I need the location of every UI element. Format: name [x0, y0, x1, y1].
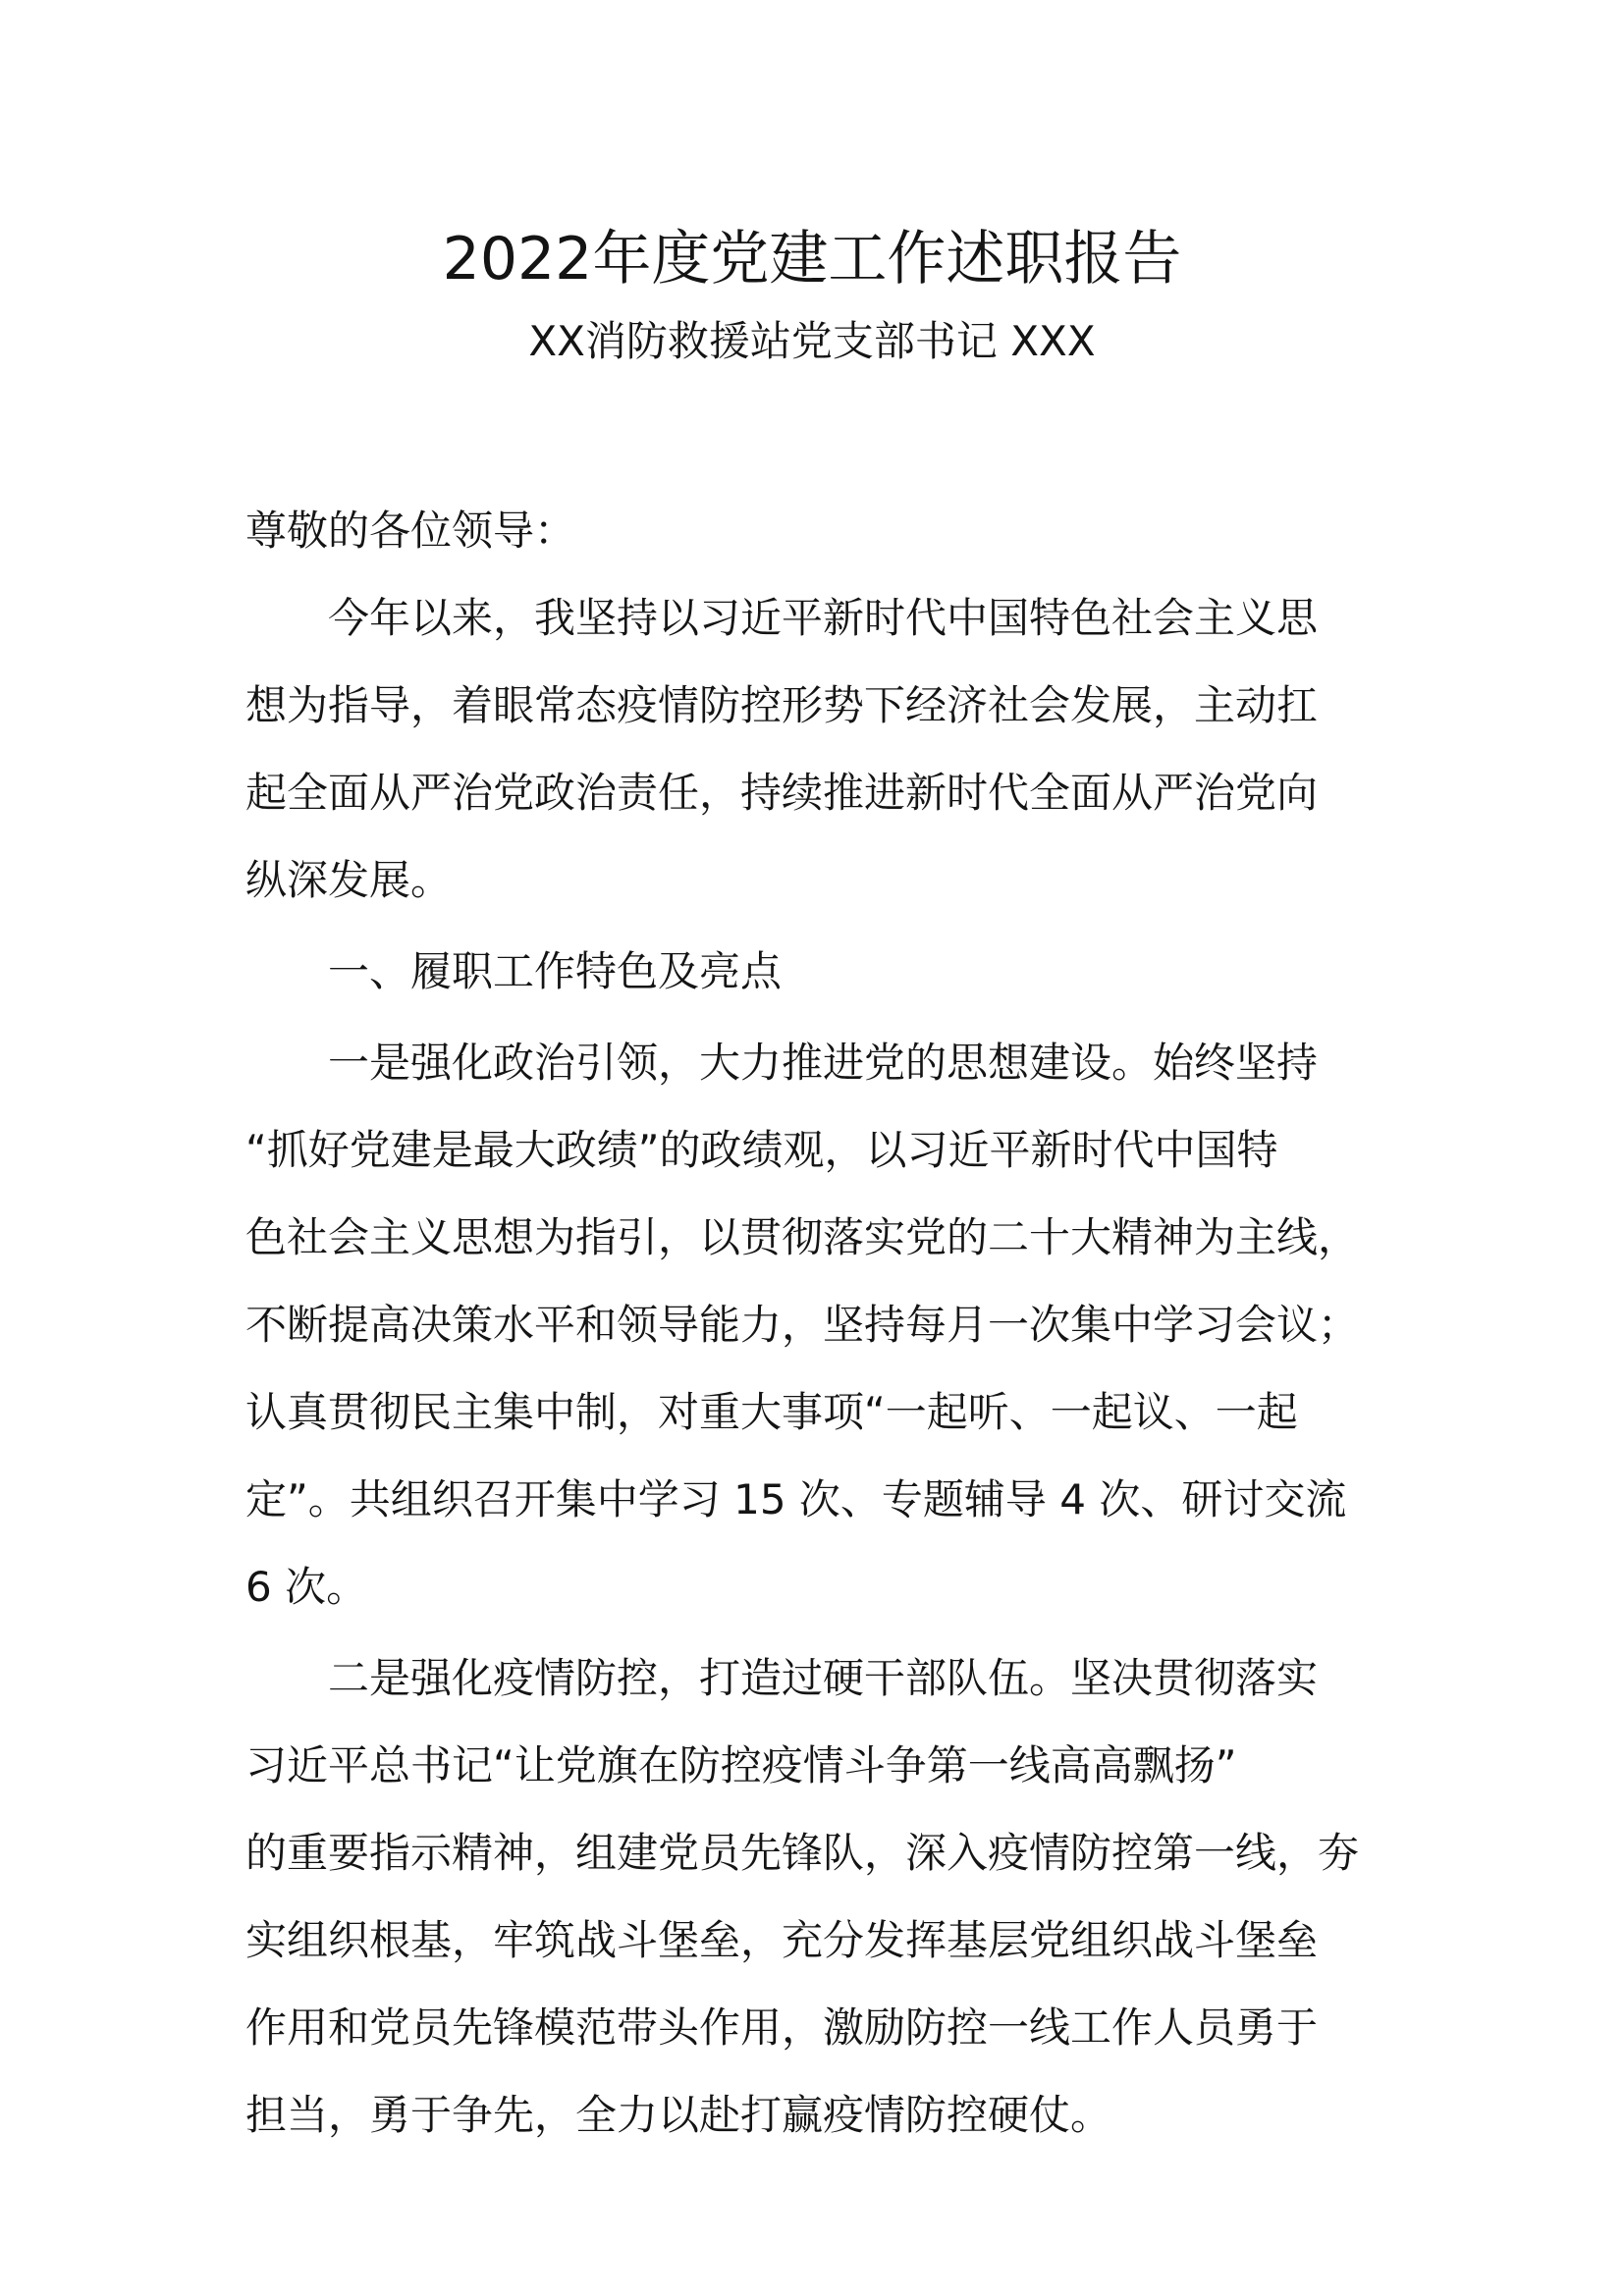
document-body — [245, 487, 1392, 2159]
paragraph-line: 纵深发展。 — [245, 856, 453, 904]
section-heading: 一、履职工作特色及亮点 — [328, 947, 783, 995]
paragraph-line: 认真贯彻民主集中制，对重大事项“一起听、一起议、一起 — [245, 1388, 1298, 1436]
intro-paragraph — [245, 574, 1392, 924]
paragraph-line: 今年以来，我坚持以习近平新时代中国特色社会主义思 — [328, 594, 1319, 642]
paragraph-line: 色社会主义思想为指引，以贯彻落实党的二十大精神为主线， — [245, 1213, 1360, 1261]
document-title: 2022年度党建工作述职报告 — [442, 225, 1182, 294]
paragraph-line: 不断提高决策水平和领导能力，坚持每月一次集中学习会议； — [245, 1301, 1360, 1349]
paragraph-line: 定”。共组织召开集中学习 15 次、专题辅导 4 次、研讨交流 — [245, 1475, 1347, 1523]
paragraph-epidemic-control — [245, 1634, 1392, 2159]
document-subtitle: XX消防救援站党支部书记 XXX — [528, 317, 1096, 365]
paragraph-line: “抓好党建是最大政绩”的政绩观，以习近平新时代中国特 — [245, 1126, 1278, 1174]
salutation: 尊敬的各位领导： — [245, 507, 576, 555]
paragraph-line: 想为指导，着眼常态疫情防控形势下经济社会发展，主动扛 — [245, 681, 1319, 729]
paragraph-line: 作用和党员先锋模范带头作用，激励防控一线工作人员勇于 — [245, 2003, 1319, 2052]
paragraph-political-guidance — [245, 1019, 1392, 1630]
paragraph-line: 担当，勇于争先，全力以赴打赢疫情防控硬仗。 — [245, 2091, 1112, 2139]
paragraph-line: 一是强化政治引领，大力推进党的思想建设。始终坚持 — [328, 1039, 1319, 1087]
paragraph-line: 习近平总书记“让党旗在防控疫情斗争第一线高高飘扬” — [245, 1741, 1237, 1789]
paragraph-line: 6 次。 — [245, 1563, 368, 1611]
paragraph-line: 的重要指示精神，组建党员先锋队，深入疫情防控第一线，夯 — [245, 1829, 1360, 1877]
paragraph-line: 起全面从严治党政治责任，持续推进新时代全面从严治党向 — [245, 769, 1319, 817]
paragraph-line: 二是强化疫情防控，打造过硬干部队伍。坚决贯彻落实 — [328, 1654, 1319, 1702]
paragraph-line: 实组织根基，牢筑战斗堡垒，充分发挥基层党组织战斗堡垒 — [245, 1916, 1319, 1964]
